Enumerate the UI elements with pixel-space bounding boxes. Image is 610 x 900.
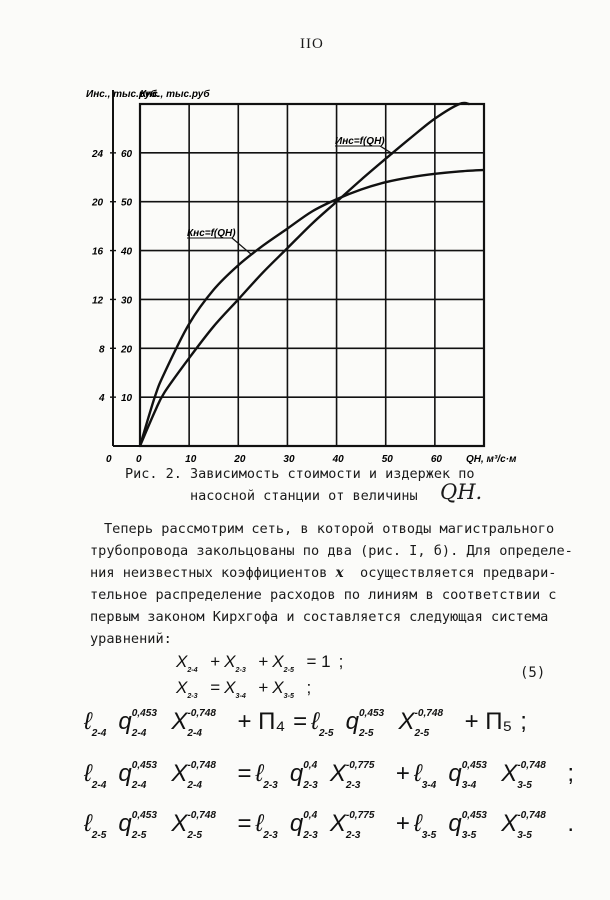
equation-number: (5) (520, 665, 546, 681)
equation-term: X -0,748 3-5 (501, 759, 546, 791)
left-y-tick-label: 20 (92, 197, 104, 209)
equation-exponent: -0,748 (187, 809, 216, 821)
left-y-tick-label: 12 (92, 295, 104, 307)
equation-subscript: 3-4 (421, 779, 437, 791)
right-axis-label: Кнс., тыс.руб (140, 89, 210, 100)
equation-subscript: 2-4 (131, 779, 147, 791)
plot-frame (140, 104, 484, 446)
equation-exponent: -0,775 (345, 759, 375, 771)
equation-term: q 0,4 2-3 (289, 759, 318, 791)
equation-term: X -0,748 2-4 (171, 759, 216, 791)
equation-term: X 2-3 (224, 652, 246, 674)
paragraph-line: первым законом Кирхгофа и составляется следующая система (90, 609, 549, 625)
equation-exponent: 0,453 (461, 759, 487, 771)
figure-caption-line1: Рис. 2. Зависимость стоимости и издержек по (125, 466, 475, 482)
equation-1 (176, 652, 347, 672)
equation-subscript: 2-4 (187, 779, 202, 791)
equation-operator: = (293, 708, 308, 735)
equation-term: ℓ 3-4 (413, 760, 437, 791)
equation-term: X -0,775 2-3 (329, 759, 375, 791)
equation-term: q 0,4 2-3 (289, 809, 318, 841)
right-y-tick-label: 20 (121, 344, 133, 356)
x-tick-label: 0 (136, 454, 142, 465)
equation-subscript: 3-4 (461, 779, 477, 791)
equation-exponent: 0,4 (303, 809, 318, 821)
equation-2 (176, 678, 315, 698)
equation-operator: + (258, 652, 269, 671)
equation-subscript: 2-4 (91, 779, 107, 791)
body-paragraph (90, 518, 573, 650)
figure-caption-line2: насосной станции от величины (190, 488, 418, 504)
paragraph-line: Теперь рассмотрим сеть, в которой отводы магистрального (104, 521, 555, 537)
equation-subscript: 2-5 (131, 829, 147, 841)
series-label-i (335, 136, 393, 154)
equation-exponent: -0,748 (414, 707, 444, 719)
equation-term: X -0,748 2-5 (171, 809, 216, 841)
equation-operator: . (567, 810, 575, 837)
equation-subscript: 2-5 (91, 829, 107, 841)
paragraph-line: трубопровода закольцованы по два (рис. I, б). Для определе- (90, 543, 573, 559)
equation-term: ℓ 2-3 (255, 810, 278, 841)
equation-term: ℓ 2-5 (311, 708, 334, 739)
equation-subscript: 2-5 (414, 727, 430, 739)
equation-term: X 2-3 (176, 678, 198, 700)
equation-exponent: 0,453 (358, 707, 385, 719)
chart-curves (140, 103, 484, 446)
x-tick-label: 30 (283, 454, 295, 465)
x-tick-label: 10 (185, 454, 197, 465)
equation-subscript: 2-3 (303, 829, 318, 841)
paragraph-line (90, 562, 560, 584)
paragraph-symbol: x (335, 565, 344, 581)
equation-subscript: 2-5 (358, 727, 374, 739)
equation-exponent: 0,453 (131, 759, 157, 771)
equation-subscript: 3-4 (235, 691, 246, 700)
equation-term: ℓ 3-5 (413, 810, 437, 841)
page-number: IIO (300, 36, 324, 52)
x-axis-label: QH, м³/с·м (466, 454, 517, 465)
paragraph-line: уравнений: (90, 631, 172, 647)
equation-subscript: 2-3 (263, 829, 278, 841)
equation-3 (84, 707, 531, 739)
left-axis-label: Инс., тыс.руб. (86, 89, 160, 100)
right-y-tick-label: 40 (121, 246, 133, 258)
equation-subscript: 3-5 (283, 691, 294, 700)
left-y-tick-label: 8 (99, 344, 105, 356)
right-y-tick-label: 30 (121, 295, 133, 307)
equation-exponent: -0,748 (517, 809, 546, 821)
equation-subscript: 2-3 (187, 691, 198, 700)
equation-term: X 2-4 (176, 652, 198, 674)
equation-exponent: -0,748 (187, 759, 216, 771)
x-tick-label: 40 (332, 454, 344, 465)
equation-subscript: 2-3 (345, 829, 361, 841)
equation-exponent: -0,748 (187, 707, 216, 719)
equation-subscript: 2-3 (303, 779, 318, 791)
x-tick-label: 50 (381, 454, 393, 465)
equation-subscript: 3-5 (517, 829, 532, 841)
equation-term: X -0,748 2-5 (398, 707, 444, 739)
right-y-tick-label: 60 (121, 148, 133, 160)
equation-operator: ; (306, 678, 312, 697)
equation-term: q 0,453 2-4 (118, 759, 157, 791)
equation-operator: ; (567, 760, 575, 787)
x-tick-label: 20 (234, 454, 246, 465)
equation-subscript: 3-5 (517, 779, 532, 791)
equation-term: ℓ 2-4 (84, 708, 107, 739)
equation-subscript: 2-3 (263, 779, 278, 791)
equation-subscript: 2-3 (345, 779, 361, 791)
equation-term: ℓ 2-4 (84, 760, 107, 791)
equation-exponent: -0,748 (517, 759, 546, 771)
series-label-i-text: Инс=f(QH) (335, 136, 385, 147)
equation-operator: + (395, 760, 410, 787)
equation-operator: ; (520, 708, 527, 735)
equation-term: X 3-5 (272, 678, 294, 700)
equation-subscript: 2-4 (131, 727, 147, 739)
left-y-tick-label: 24 (92, 148, 104, 160)
equation-operator: = (210, 678, 221, 697)
equation-exponent: 0,453 (131, 707, 157, 719)
equation-operator: + (395, 810, 410, 837)
chart-grid (110, 90, 484, 446)
equation-operator: + П₅ (464, 708, 513, 735)
right-y-tick-label: 50 (121, 197, 133, 209)
equation-subscript: 2-4 (187, 727, 202, 739)
equation-subscript: 2-3 (235, 665, 246, 674)
equation-term: q 0,453 3-4 (448, 759, 487, 791)
equation-operator: + (210, 652, 221, 671)
chart-ticks (91, 149, 442, 465)
equation-exponent: 0,453 (461, 809, 487, 821)
equation-operator: + (258, 678, 269, 697)
equation-operator: + П₄ (237, 708, 286, 735)
equation-subscript: 3-5 (461, 829, 477, 841)
equation-term: ℓ 2-5 (84, 810, 107, 841)
equation-term: ℓ 2-3 (255, 760, 278, 791)
right-y-tick-label: 10 (121, 393, 133, 405)
left-origin-label: 0 (106, 454, 112, 465)
paragraph-text: ния неизвестных коэффициентов (90, 565, 328, 581)
equation-exponent: -0,775 (345, 809, 375, 821)
equation-subscript: 2-4 (187, 665, 198, 674)
equation-operator: = 1 (306, 652, 331, 671)
equation-exponent: 0,4 (303, 759, 318, 771)
equation-subscript: 2-5 (318, 727, 334, 739)
equation-subscript: 2-4 (91, 727, 107, 739)
paragraph-line: тельное распределение расходов по линиям в соответствии с (90, 587, 557, 603)
series-label-k-text: Кнс=f(QH) (187, 228, 236, 239)
left-y-tick-label: 16 (92, 246, 104, 258)
equation-operator: = (237, 760, 252, 787)
equation-term: q 0,453 2-5 (118, 809, 157, 841)
equation-term: X -0,748 2-4 (171, 707, 216, 739)
x-tick-label: 60 (430, 454, 442, 465)
equation-4 (84, 759, 578, 791)
equation-term: X -0,775 2-3 (329, 809, 375, 841)
equation-exponent: 0,453 (131, 809, 157, 821)
equation-operator: = (237, 810, 252, 837)
handwritten-qh: QH. (440, 480, 483, 504)
equation-term: X -0,748 3-5 (501, 809, 546, 841)
equation-term: q 0,453 3-5 (448, 809, 487, 841)
equation-term: X 3-4 (224, 678, 246, 700)
equation-subscript: 3-5 (421, 829, 437, 841)
equation-5 (84, 809, 578, 841)
equation-subscript: 2-5 (187, 829, 202, 841)
equation-subscript: 2-5 (283, 665, 294, 674)
equation-operator: ; (338, 652, 344, 671)
left-y-tick-label: 4 (99, 393, 105, 405)
equation-term: q 0,453 2-5 (345, 707, 385, 739)
series-line-k (140, 170, 484, 446)
equation-term: X 2-5 (272, 652, 294, 674)
equation-term: q 0,453 2-4 (118, 707, 157, 739)
paragraph-text: осуществляется предвари- (360, 565, 557, 581)
